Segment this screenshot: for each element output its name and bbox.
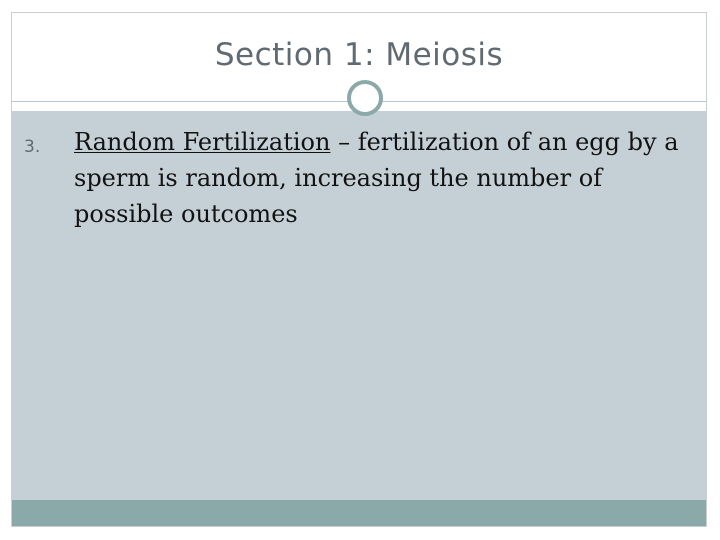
circle-ornament-icon <box>347 80 383 116</box>
list-item-number: 3. <box>24 137 41 157</box>
term-definition: – fertilization of an egg by a sperm is random, increasing the number of possible outcomes <box>74 128 679 228</box>
slide-frame <box>11 12 707 527</box>
term-label: Random Fertilization <box>74 128 331 156</box>
slide-title: Section 1: Meiosis <box>214 37 504 73</box>
footer-bar <box>12 500 706 526</box>
list-item-text <box>74 124 694 232</box>
